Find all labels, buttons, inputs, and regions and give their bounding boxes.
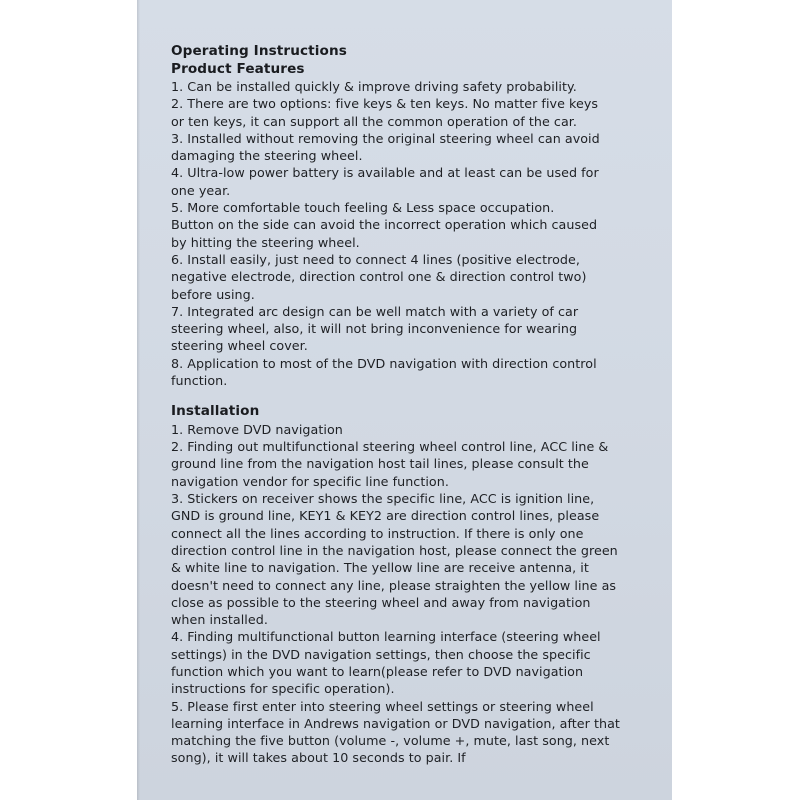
feature-line: 4. Ultra-low power battery is available and at least can be used for: [171, 165, 599, 181]
installation-line: instructions for specific operation).: [171, 681, 395, 697]
features-heading: Product Features: [171, 60, 305, 77]
installation-line: close as possible to the steering wheel and away from navigation: [171, 594, 591, 610]
installation-line: connect all the lines according to instruction. If there is only one: [171, 525, 584, 541]
installation-line: doesn't need to connect any line, please straighten the yellow line as: [171, 577, 617, 593]
section-spacer: [171, 389, 669, 403]
feature-line: or ten keys, it can support all the common operation of the car.: [171, 113, 577, 129]
installation-line: learning interface in Andrews navigation or DVD navigation, after that: [171, 715, 620, 731]
feature-line: 8. Application to most of the DVD navigation with direction control: [171, 355, 597, 371]
feature-line: 5. More comfortable touch feeling & Less space occupation.: [171, 200, 555, 216]
feature-line: negative electrode, direction control one & direction control two): [171, 269, 587, 285]
feature-line: function.: [171, 373, 228, 389]
feature-line: steering wheel cover.: [171, 338, 308, 354]
feature-line: 1. Can be installed quickly & improve driving safety probability.: [171, 79, 577, 94]
instruction-sheet: [137, 0, 672, 800]
feature-line: steering wheel, also, it will not bring inconvenience for wearing: [171, 321, 578, 337]
installation-line: function which you want to learn(please refer to DVD navigation: [171, 664, 584, 679]
feature-line: by hitting the steering wheel.: [171, 234, 360, 250]
feature-line: 3. Installed without removing the original steering wheel can avoid: [171, 130, 600, 146]
installation-line: settings) in the DVD navigation settings, then choose the specific: [171, 646, 591, 662]
installation-line: song), it will takes about 10 seconds to pair. If: [171, 750, 466, 766]
installation-line: 2. Finding out multifunctional steering wheel control line, ACC line &: [171, 439, 609, 455]
installation-line: & white line to navigation. The yellow line are receive antenna, it: [171, 560, 589, 576]
feature-line: 2. There are two options: five keys & ten keys. No matter five keys: [171, 96, 599, 112]
document-title: Operating Instructions: [171, 43, 347, 59]
feature-line: one year.: [171, 182, 231, 198]
installation-line: 4. Finding multifunctional button learning interface (steering wheel: [171, 629, 601, 645]
installation-line: 3. Stickers on receiver shows the specific line, ACC is ignition line,: [171, 491, 595, 507]
installation-heading: Installation: [171, 403, 260, 420]
installation-line: ground line from the navigation host tail lines, please consult the: [171, 456, 589, 472]
installation-line: navigation vendor for specific line function.: [171, 473, 449, 489]
installation-line: 5. Please first enter into steering wheel settings or steering wheel: [171, 698, 594, 714]
feature-line: 6. Install easily, just need to connect 4 lines (positive electrode,: [171, 251, 580, 267]
feature-line: before using.: [171, 286, 255, 302]
feature-line: Button on the side can avoid the incorrect operation which caused: [171, 217, 598, 233]
installation-line: when installed.: [171, 612, 268, 628]
installation-line: direction control line in the navigation host, please connect the green: [171, 542, 618, 558]
features-list: [171, 78, 669, 389]
document-body: [171, 43, 669, 767]
installation-line: 1. Remove DVD navigation: [171, 421, 343, 437]
feature-line: 7. Integrated arc design can be well match with a variety of car: [171, 303, 579, 319]
feature-line: damaging the steering wheel.: [171, 148, 363, 164]
installation-line: matching the five button (volume -, volume +, mute, last song, next: [171, 733, 610, 749]
installation-list: [171, 421, 669, 767]
installation-line: GND is ground line, KEY1 & KEY2 are direction control lines, please: [171, 508, 600, 524]
